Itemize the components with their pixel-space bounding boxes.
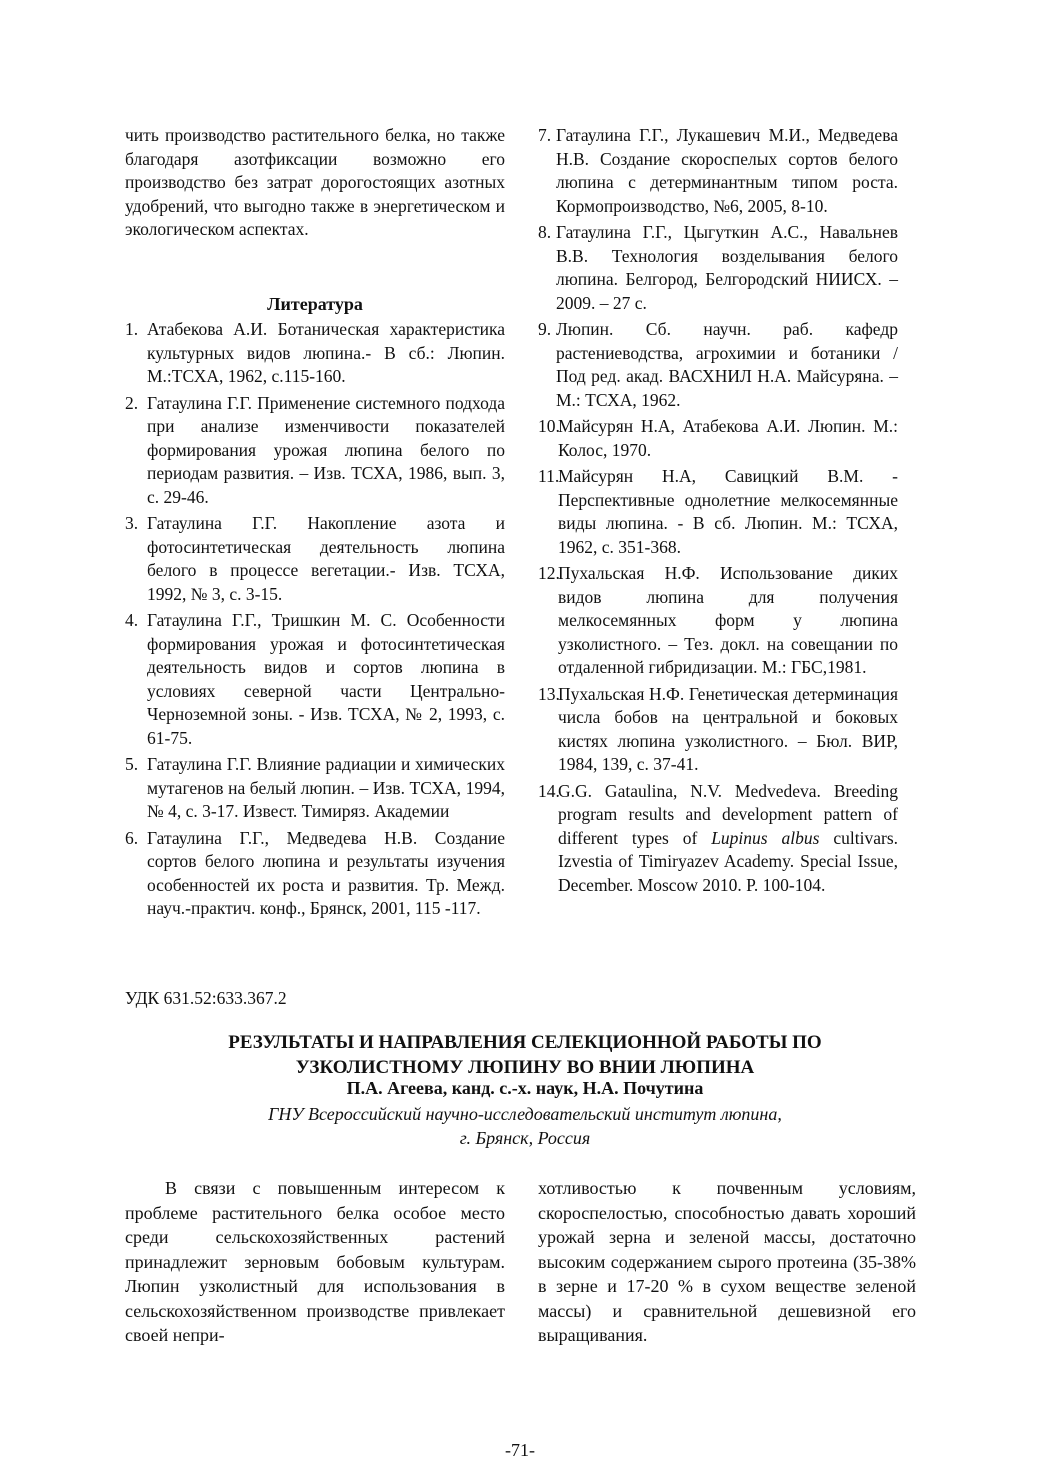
reference-number: 2. [125, 392, 139, 413]
article-title-line: УЗКОЛИСТНОМУ ЛЮПИНУ ВО ВНИИ ЛЮПИНА [295, 1057, 755, 1078]
reference-text: Гатаулина Г.Г., Цыгуткин А.С., Навальнев В.В. Технология возделывания белого люпина. Белгород, Белгородский НИИСХ. – 2009. – 27 с. [556, 222, 898, 313]
reference-item [538, 318, 898, 412]
reference-number: 12. [538, 563, 560, 583]
reference-item [125, 753, 505, 824]
udk-code: УДК 631.52:633.367.2 [125, 988, 287, 1008]
article-title-line: РЕЗУЛЬТАТЫ И НАПРАВЛЕНИЯ СЕЛЕКЦИОННОЙ РАБОТЫ ПО [228, 1032, 822, 1053]
reference-text: Гатаулина Г.Г. Применение системного подхода при анализе изменчивости показателей формирования урожая люпина белого по периодам развития. – Изв. ТСХА, 1986, вып. 3, с. 29-46. [147, 392, 505, 507]
article-title [100, 1030, 950, 1080]
references-right [538, 124, 898, 900]
reference-text: Гатаулина Г.Г. Накопление азота и фотосинтетическая деятельность люпина белого в процессе вегетации.- Изв. ТСХА, 1992, № 3, с. 3-15. [147, 513, 505, 604]
reference-number: 7. [538, 125, 552, 145]
reference-text: Гатаулина Г.Г., Тришкин М. С. Особенности формирования урожая и фотосинтетическая деятельность видов и сортов люпина в условиях северной части Центрально-Черноземной зоны. - Изв. ТСХА, № 2, 1993, с. 61-75. [147, 610, 505, 748]
reference-text: cultivars. Izvestia of Timiryazev Academy. Special Issue, December. Moscow 2010. P. 100-104. [558, 827, 899, 895]
reference-number: 14. [538, 780, 560, 801]
page-number: -71- [505, 1440, 535, 1460]
reference-item [538, 124, 898, 218]
references-left [125, 318, 505, 924]
affiliation-line: г. Брянск, Россия [459, 1128, 591, 1148]
reference-number: 13. [538, 683, 560, 704]
reference-number: 4. [125, 610, 139, 630]
reference-item [538, 562, 898, 680]
reference-number: 11. [538, 466, 560, 486]
affiliation [100, 1102, 950, 1150]
body-paragraph-right: хотливостью к почвенным условиям, скороспелостью, способностью давать хороший урожай зерна и зеленой массы, достаточно высоким содержанием сырого протеина (35-38% в зерне и 17-20 % в сухом веществе зеленой массы) и сравнительной дешевизной его выращивания. [538, 1178, 916, 1345]
reference-item [538, 221, 898, 315]
reference-text: Атабекова А.И. Ботаническая характеристика культурных видов люпина.- В сб.: Люпин. М.:ТСХА, 1962, с.115-160. [147, 319, 505, 386]
intro-paragraph: чить производство растительного белка, но также благодаря азотфиксации возможно его производство без затрат дорогостоящих азотных удобрений, что выгодно также в энергетическом и экологическом аспектах. [125, 125, 505, 239]
species-name: Lupinus albus [711, 827, 820, 848]
authors: П.А. Агеева, канд. с.-х. наук, Н.А. Почутина [346, 1078, 704, 1098]
affiliation-line: ГНУ Всероссийский научно-исследовательский институт люпина, [268, 1104, 782, 1124]
reference-text: Майсурян Н.А, Савицкий В.М. - Перспективные однолетние мелкосемянные виды люпина. - В сб. Люпин. М.: ТСХА, 1962, с. 351-368. [558, 466, 898, 557]
reference-item [125, 318, 505, 389]
reference-number: 8. [538, 222, 552, 242]
reference-item [125, 392, 505, 510]
reference-number: 3. [125, 513, 139, 533]
reference-number: 1. [125, 319, 139, 339]
reference-item [538, 465, 898, 559]
reference-text: G.G. Gataulina, N.V. Medvedeva. Breeding program results and development pattern of different types of [558, 780, 898, 848]
reference-text: Пухальская Н.Ф. Генетическая детерминация числа бобов на центральной и боковых кистях люпина узколистного. – Бюл. ВИР, 1984, 139, с. 37-41. [558, 683, 898, 774]
literature-heading: Литература [267, 294, 363, 314]
reference-item [538, 780, 898, 898]
reference-text: Гатаулина Г.Г. Влияние радиации и химических мутагенов на белый люпин. – Изв. ТСХА, 1994, № 4, с. 3-17. Извест. Тимиряз. Академии [147, 754, 505, 821]
reference-number: 10. [538, 416, 560, 436]
reference-number: 5. [125, 754, 139, 774]
reference-text: Гатаулина Г.Г., Лукашевич М.И., Медведева Н.В. Создание скороспелых сортов белого люпина с детерминантным типом роста. Кормопроизводство, №6, 2005, 8-10. [556, 125, 898, 216]
reference-item [125, 512, 505, 606]
reference-item [538, 683, 898, 777]
reference-text: Люпин. Сб. научн. раб. кафедр растениеводства, агрохимии и ботаники / Под ред. акад. ВАСХНИЛ Н.А. Майсуряна. – М.: ТСХА, 1962. [556, 319, 898, 410]
reference-item [538, 415, 898, 462]
reference-number: 6. [125, 827, 139, 848]
reference-item [125, 609, 505, 750]
reference-text: Гатаулина Г.Г., Медведева Н.В. Создание сортов белого люпина и результаты изучения особенностей их роста и развития. Тр. Межд. науч.-практич. конф., Брянск, 2001, 115 -117. [147, 827, 505, 918]
reference-number: 9. [538, 319, 552, 339]
reference-text: Майсурян Н.А, Атабекова А.И. Люпин. М.: Колос, 1970. [558, 416, 898, 460]
reference-item [125, 827, 505, 921]
reference-text: Пухальская Н.Ф. Использование диких видов люпина для получения мелкосемянных форм у люпина узколистного. – Тез. докл. на совещании по отдаленной гибридизации. М.: ГБС,1981. [558, 563, 898, 677]
body-paragraph-left: В связи с повышенным интересом к проблеме растительного белка особое место среди сельскохозяйственных растений принадлежит зерновым бобовым культурам. Люпин узколистный для использования в сельскохозяйственном производстве привлекает своей непри- [125, 1178, 505, 1345]
